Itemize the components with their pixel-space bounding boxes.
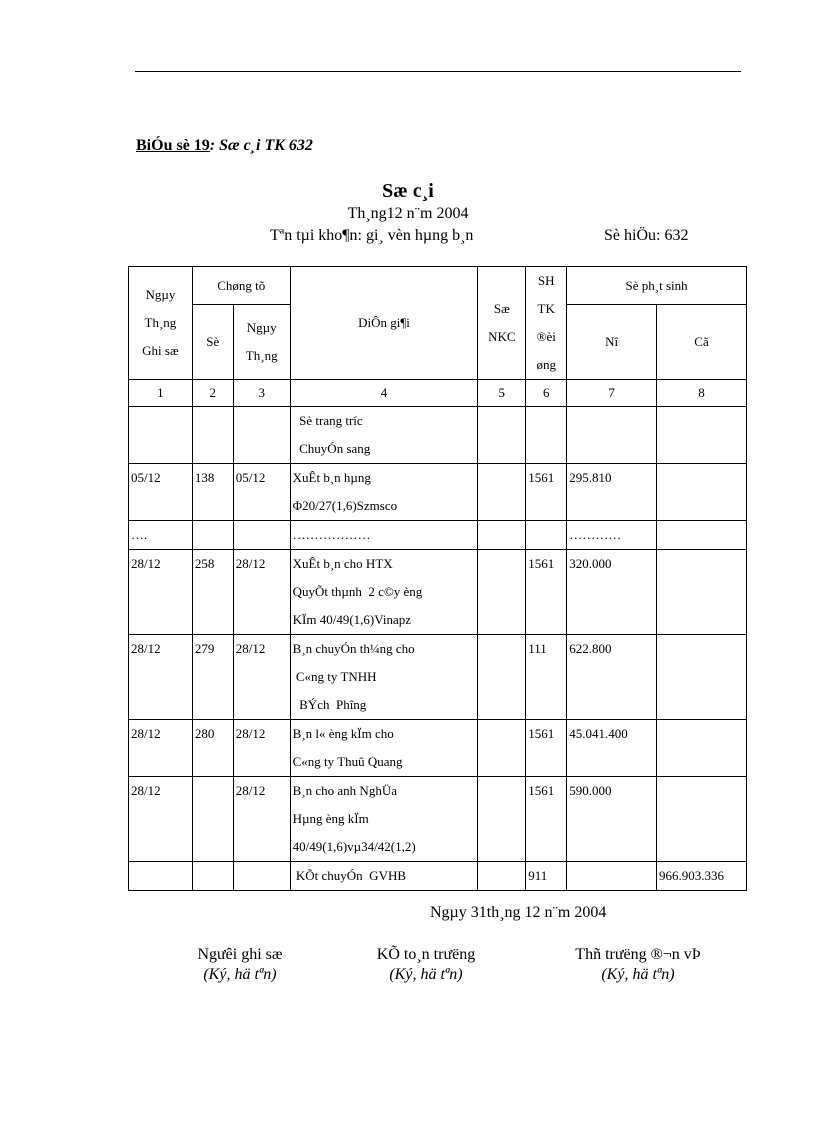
cell-journal [478,635,526,720]
cell-credit [657,635,747,720]
cell-credit [657,720,747,777]
table-row [129,777,747,862]
cell-voucher-no [192,862,233,891]
ledger-period: Th¸ng12 n¨m 2004 [347,205,469,222]
cell-voucher-no: 279 [192,635,233,720]
cell-debit [567,407,657,464]
cell-description [290,407,478,464]
ledger-table [128,266,747,891]
cell-voucher-no: 258 [192,550,233,635]
cell-contra-account: 911 [526,862,567,891]
signer-bookkeeper: Ngưêi ghi sæ (Ký, hä tªn) [197,946,283,983]
cell-voucher-date: 28/12 [233,550,290,635]
description-line: XuÊt b¸n cho HTX [292,556,393,571]
cell-date: 28/12 [129,550,193,635]
table-row [129,720,747,777]
description-line: ChuyÓn sang [292,441,371,456]
description-line: C«ng ty Thuû Quang [292,754,403,769]
cell-debit: 320.000 [567,550,657,635]
table-row [129,521,747,550]
cell-voucher-no [192,777,233,862]
description-line: BÝch Phîng [292,697,367,712]
cell-contra-account: 1561 [526,777,567,862]
cell-contra-account: 1561 [526,464,567,521]
caption-label: BiÓu sè 19 [136,137,210,154]
cell-debit: 295.810 [567,464,657,521]
cell-debit [567,862,657,891]
cell-voucher-date [233,407,290,464]
cell-contra-account: 1561 [526,720,567,777]
table-row [129,464,747,521]
cell-description [290,777,478,862]
description-line: C«ng ty TNHH [292,669,377,684]
caption-text: : Sæ c¸i TK 632 [209,137,313,154]
table-row [129,635,747,720]
cell-journal [478,862,526,891]
cell-contra-account [526,521,567,550]
header-description: DiÔn gi¶i [290,267,478,380]
description-line: Hµng èng kÏm [292,811,369,826]
header-date: Ngµy Th¸ng Ghi sæ [129,267,193,380]
cell-voucher-date: 28/12 [233,720,290,777]
cell-debit: 45.041.400 [567,720,657,777]
figure-caption [136,137,313,155]
cell-voucher-date: 28/12 [233,635,290,720]
cell-date: 28/12 [129,777,193,862]
cell-voucher-no: 280 [192,720,233,777]
cell-date [129,407,193,464]
cell-debit: 590.000 [567,777,657,862]
cell-description [290,550,478,635]
description-line: 40/49(1,6)vµ34/42(1,2) [292,839,416,854]
cell-journal [478,550,526,635]
table-row [129,550,747,635]
header-voucher-no: Sè [192,305,233,380]
ledger-title: Sæ c¸i [382,180,434,202]
cell-journal [478,464,526,521]
description-line: ……………… [292,527,371,542]
header-journal: Sæ NKC [478,267,526,380]
cell-date: 05/12 [129,464,193,521]
description-line: B¸n chuyÓn th¼ng cho [292,641,415,656]
cell-credit [657,550,747,635]
cell-credit [657,407,747,464]
cell-voucher-no: 138 [192,464,233,521]
cell-credit [657,777,747,862]
account-number: Sè hiÖu: 632 [604,227,689,244]
cell-date: …. [129,521,193,550]
table-row [129,407,747,464]
description-line: Sè trang tríc [292,413,363,428]
cell-date: 28/12 [129,635,193,720]
header-voucher: Chøng tõ [192,267,290,305]
header-amount: Sè ph¸t sinh [567,267,747,305]
cell-description [290,720,478,777]
description-line: Φ20/27(1,6)Szmsco [292,498,398,513]
cell-journal [478,720,526,777]
cell-journal [478,407,526,464]
cell-voucher-no [192,407,233,464]
account-name: Tªn tµi kho¶n: gi¸ vèn hµng b¸n [270,227,474,244]
cell-voucher-date: 05/12 [233,464,290,521]
cell-voucher-date [233,862,290,891]
header-credit: Cã [657,305,747,380]
cell-description [290,635,478,720]
cell-voucher-date [233,521,290,550]
description-line: KÕt chuyÓn GVHB [292,868,407,883]
signer-chief-accountant: KÕ to¸n trưëng (Ký, hä tªn) [376,946,476,983]
cell-description [290,521,478,550]
cell-debit: 622.800 [567,635,657,720]
description-line: XuÊt b¸n hµng [292,470,371,485]
cell-date [129,862,193,891]
table-row [129,862,747,891]
cell-credit [657,521,747,550]
cell-contra-account: 1561 [526,550,567,635]
description-line: B¸n cho anh NghÜa [292,783,397,798]
signer-unit-head: Thñ trưëng ®¬n vÞ (Ký, hä tªn) [575,946,701,983]
header-contra-account: SH TK ®èi øng [526,267,567,380]
header-debit: Nî [567,305,657,380]
description-line: B¸n l« èng kÏm cho [292,726,394,741]
cell-journal [478,521,526,550]
signing-date: Ngµy 31th¸ng 12 n¨m 2004 [430,904,607,921]
cell-contra-account: 111 [526,635,567,720]
description-line: QuyÕt thµnh 2 c©y èng [292,584,423,599]
cell-date: 28/12 [129,720,193,777]
cell-journal [478,777,526,862]
cell-description [290,862,478,891]
cell-voucher-no [192,521,233,550]
cell-credit: 966.903.336 [657,862,747,891]
description-line: KÏm 40/49(1,6)Vinapz [292,612,411,627]
column-number-row: 1 2 3 4 5 6 7 8 [129,380,747,407]
header-voucher-date: Ngµy Th¸ng [233,305,290,380]
cell-debit: ………… [567,521,657,550]
cell-description [290,464,478,521]
cell-contra-account [526,407,567,464]
cell-credit [657,464,747,521]
top-rule [135,71,741,72]
cell-voucher-date: 28/12 [233,777,290,862]
